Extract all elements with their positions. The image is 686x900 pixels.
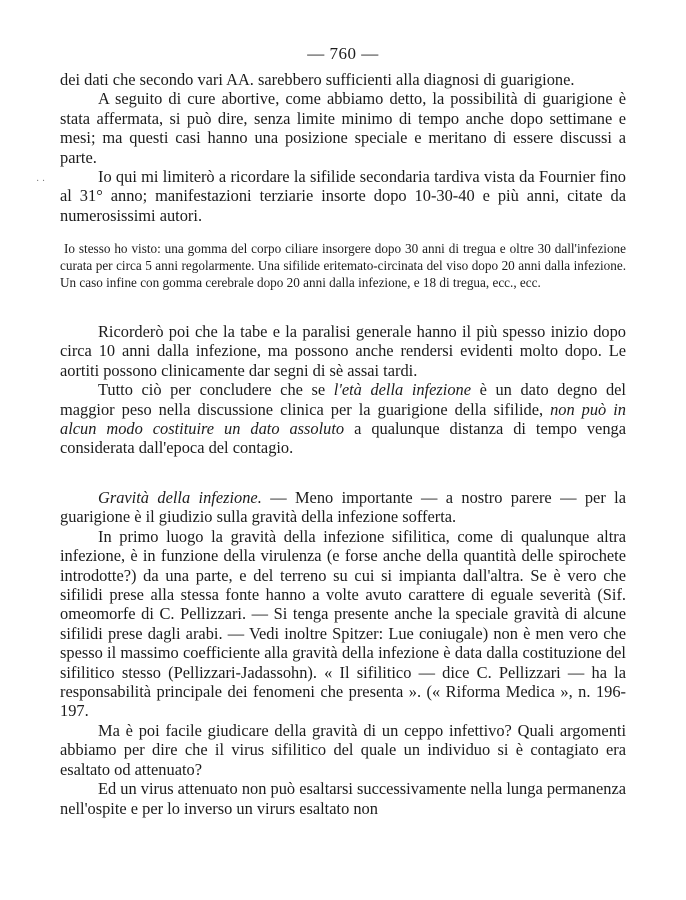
conclusion-text-c: a qualunque distanza di tempo venga considerata dall'epoca del contagio. <box>60 419 626 458</box>
conclusion-emphasis-age: l'età della infezione <box>333 380 472 400</box>
conclusion-emphasis-absolute: non può in alcun modo costituire un dato assoluto <box>60 399 626 439</box>
paragraph-late-syphilis: Io qui mi limiterò a ricordare la sifilide secondaria tardiva vista da Fournier fino al 31° anno; manifestazioni terziarie insorte dopo 10-30-40 e più anni, citate da numerosissimi autori. <box>60 167 626 225</box>
conclusion-text-a: Tutto ciò per concludere che se <box>98 380 334 400</box>
paragraph-attenuated-virus: Ed un virus attenuato non può esaltarsi successivamente nella lunga permanenza nell'ospite e per lo inverso un virurs esaltato non <box>60 779 626 818</box>
paragraph-abortive-cures: A seguito di cure abortive, come abbiamo detto, la possibilità di guarigione è stata affermata, si può dire, senza limite minimo di tempo anche dopo settimane e mesi; ma questi casi hanno una posizione speciale e meritano di essere discussi a parte. <box>60 89 626 167</box>
margin-mark: · · <box>36 176 46 187</box>
section-heading-paragraph <box>60 488 626 527</box>
middle-paragraphs <box>60 322 626 458</box>
paragraph-continuation: dei dati che secondo vari AA. sarebbero sufficienti alla diagnosi di guarigione. <box>60 70 575 89</box>
section-intro-text: — Meno importante — a nostro parere — per la guarigione è il giudizio sulla gravità della infezione sofferta. <box>60 488 627 527</box>
paragraph-virulence: In primo luogo la gravità della infezione sifilitica, come di qualunque altra infezione, è in funzione della virulenza (e forse anche della quantità delle spirochete introdotte?) da una parte, e del terreno su cui si impianta dall'altra. Se è vero che sifilidi prese alla stessa fonte hanno a volte avuto carattere di eguale severità (Sif. omeomorfe di C. Pellizzari. — Si tenga presente anche la speciale gravità di alcune sifilidi prese dagli arabi. — Vedi inoltre Spitzer: Lue coniugale) non è men vero che spesso il massimo coefficiente alla gravità della infezione è data dalla costituzione del sifilitico stesso (Pellizzari-Jadassohn). « Il sifilitico — dice C. Pellizzari — ha la responsabilità principale dei fenomeni che presenta ». (« Riforma Medica », n. 196-197. <box>60 526 626 721</box>
section-title: Gravità della infezione. <box>98 488 262 507</box>
page-number: — 760 — <box>307 44 379 63</box>
opening-paragraphs <box>60 70 626 225</box>
conclusion-text-b: è un dato degno del maggior peso nella discussione clinica per la guarigione della sifilide, <box>60 380 626 419</box>
paragraph-question: Ma è poi facile giudicare della gravità di un ceppo infettivo? Quali argomenti abbiamo per dire che il virus sifilitico del quale un individuo si è contagiato era esaltato od attenuato? <box>60 720 626 779</box>
paragraph-tabes: Ricorderò poi che la tabe e la paralisi generale hanno il più spesso inizio dopo circa 10 anni dalla infezione, ma possono anche rendersi evidenti molto dopo. Le aortiti possono clinicamente dar segni di sè assai tardi. <box>60 322 626 380</box>
paragraph-conclusion <box>60 380 626 458</box>
personal-cases-note <box>60 240 626 291</box>
note-text: Io stesso ho visto: una gomma del corpo ciliare insorgere dopo 30 anni di tregua e oltre 30 dall'infezione curata per circa 5 anni regolarmente. Una sifilide eritemato-circinata del viso dopo 20 anni dalla infezione. Un caso infine con gomma cerebrale dopo 20 anni dalla infezione, e 18 di tregua, ecc., ecc. <box>60 241 626 290</box>
severity-section <box>60 488 626 818</box>
